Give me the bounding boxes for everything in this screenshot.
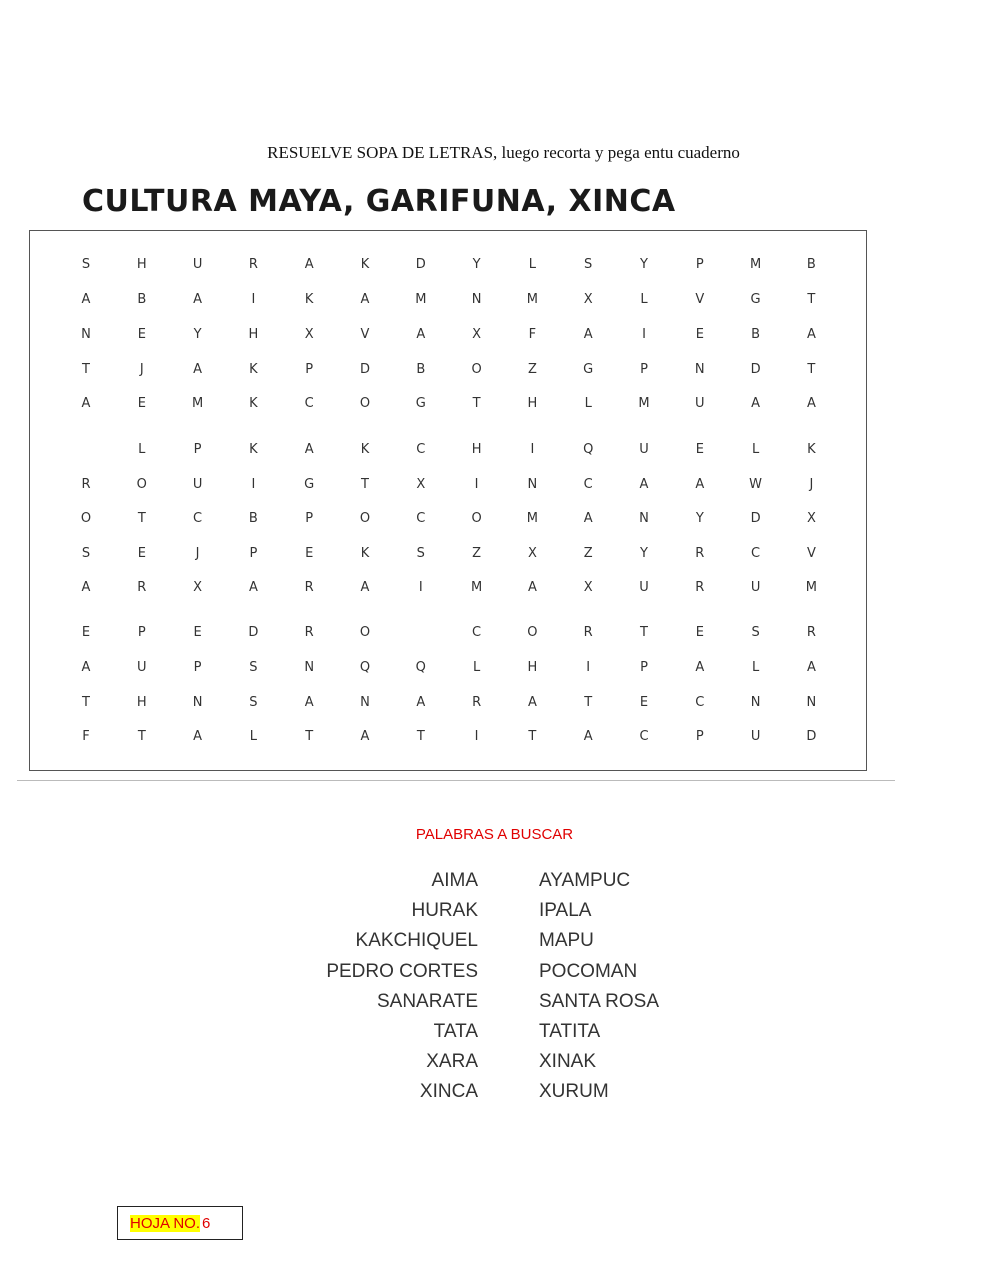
grid-cell: C [583, 477, 593, 492]
grid-cell: L [138, 442, 146, 457]
grid-cell: A [193, 729, 203, 744]
grid-cell: I [474, 477, 479, 492]
grid-cell: T [305, 729, 314, 744]
grid-cell: F [528, 327, 537, 342]
grid-cell: L [249, 729, 258, 744]
grid-cell: M [191, 396, 204, 411]
sheet-number-box [117, 1206, 243, 1240]
grid-cell: T [82, 362, 90, 377]
grid-cell: M [526, 511, 538, 526]
grid-cell: K [360, 257, 370, 272]
grid-cell: C [639, 729, 649, 744]
search-word: TATITA [539, 1021, 601, 1043]
grid-cell: K [249, 442, 258, 457]
grid-cell: O [359, 511, 371, 526]
grid-cell: T [137, 511, 146, 526]
grid-cell: L [528, 257, 537, 272]
grid-cell: V [695, 292, 705, 307]
grid-cell: C [304, 396, 314, 411]
grid-cell: U [695, 396, 705, 411]
grid-cell: G [750, 292, 761, 307]
grid-cell: D [359, 362, 370, 377]
grid-cell: G [304, 477, 315, 492]
grid-cell: T [361, 477, 369, 492]
grid-cell: L [751, 660, 760, 675]
grid-cell: H [136, 257, 147, 272]
grid-cell: A [360, 292, 370, 307]
grid-cell: Q [415, 660, 426, 675]
grid-cell: A [304, 695, 314, 710]
grid-cell: A [304, 257, 314, 272]
grid-cell: H [527, 660, 538, 675]
search-word: HURAK [411, 900, 478, 922]
grid-cell: A [527, 580, 537, 595]
grid-cell: A [695, 660, 705, 675]
grid-cell: D [750, 362, 761, 377]
grid-cell: B [751, 327, 761, 342]
grid-cell: Y [193, 327, 202, 342]
grid-cell: M [749, 257, 762, 272]
grid-cell: M [638, 396, 650, 411]
grid-cell: Q [583, 442, 594, 457]
grid-cell: N [81, 327, 91, 342]
grid-cell: B [137, 292, 147, 307]
grid-cell: A [193, 292, 203, 307]
grid-cell: R [137, 580, 147, 595]
grid-cell: S [81, 546, 91, 561]
grid-cell: Q [359, 660, 371, 675]
grid-cell: N [694, 362, 705, 377]
grid-cell: H [136, 695, 147, 710]
search-word: SANTA ROSA [539, 990, 660, 1012]
grid-cell: E [81, 625, 91, 640]
grid-cell: R [806, 625, 816, 640]
grid-cell: U [639, 442, 649, 457]
grid-cell: L [640, 292, 648, 307]
grid-cell: A [527, 695, 537, 710]
grid-cell: O [136, 477, 147, 492]
search-word: POCOMAN [539, 960, 638, 982]
grid-cell: U [750, 580, 761, 595]
search-word: MAPU [539, 930, 594, 952]
grid-cell: L [584, 396, 592, 411]
grid-cell: E [137, 546, 146, 561]
grid-cell: J [809, 477, 814, 492]
grid-cell: R [583, 625, 593, 640]
grid-cell: A [81, 292, 91, 307]
grid-cell: P [695, 257, 704, 272]
grid-cell: K [249, 396, 258, 411]
grid-cell: H [527, 396, 538, 411]
grid-cell: S [249, 660, 258, 675]
grid-cell: O [471, 511, 482, 526]
grid-cell: P [640, 660, 648, 675]
grid-cell: P [305, 362, 314, 377]
grid-cell: G [415, 396, 426, 411]
letter-grid [30, 231, 866, 770]
grid-cell: N [527, 477, 538, 492]
grid-cell: M [805, 580, 817, 595]
grid-cell: A [806, 660, 816, 675]
grid-cell: A [806, 327, 816, 342]
grid-cell: Z [583, 546, 593, 561]
grid-cell: T [416, 729, 425, 744]
grid-cell: N [806, 695, 817, 710]
grid-cell: U [137, 660, 147, 675]
search-word: XINAK [539, 1051, 597, 1073]
grid-cell: M [415, 292, 427, 307]
word-search-grid [29, 230, 867, 771]
search-word: AYAMPUC [539, 870, 631, 891]
grid-cell: C [695, 695, 705, 710]
grid-cell: C [416, 511, 426, 526]
grid-cell: T [584, 695, 593, 710]
puzzle-title: CULTURA MAYA, GARIFUNA, XINCA [82, 184, 676, 219]
grid-cell: P [695, 729, 704, 744]
grid-cell: E [305, 546, 314, 561]
search-word: IPALA [539, 900, 592, 922]
grid-cell: Y [472, 257, 481, 272]
grid-cell: A [360, 729, 370, 744]
grid-cell: O [80, 511, 92, 526]
grid-cell: R [304, 625, 314, 640]
grid-cell: E [695, 442, 704, 457]
grid-cell: A [806, 396, 816, 411]
search-word: TATA [433, 1021, 478, 1043]
grid-cell: S [81, 257, 91, 272]
grid-cell: U [750, 729, 761, 744]
grid-cell: D [248, 625, 259, 640]
grid-cell: A [416, 327, 426, 342]
grid-cell: C [193, 511, 203, 526]
search-word: AIMA [431, 870, 478, 891]
grid-cell: S [584, 257, 593, 272]
grid-cell: A [583, 511, 593, 526]
grid-cell: O [527, 625, 538, 640]
search-word: PEDRO CORTES [326, 960, 478, 982]
grid-cell: B [248, 511, 258, 526]
grid-cell: A [639, 477, 649, 492]
grid-cell: H [471, 442, 482, 457]
grid-cell: I [530, 442, 535, 457]
grid-cell: R [695, 580, 705, 595]
grid-cell: L [472, 660, 481, 675]
grid-cell: O [359, 396, 371, 411]
grid-cell: X [304, 327, 314, 342]
grid-cell: N [304, 660, 315, 675]
sheet-number: 6 [202, 1214, 211, 1232]
grid-cell: R [81, 477, 91, 492]
grid-cell: H [248, 327, 259, 342]
grid-cell: K [807, 442, 816, 457]
grid-cell: Y [640, 257, 648, 272]
grid-cell: X [527, 546, 537, 561]
grid-cell: A [695, 477, 705, 492]
grid-cell: I [586, 660, 591, 675]
grid-cell: A [248, 580, 258, 595]
grid-cell: X [583, 292, 593, 307]
grid-cell: P [640, 362, 648, 377]
sheet-label: HOJA NO. [130, 1214, 201, 1232]
grid-cell: S [249, 695, 258, 710]
grid-cell: R [472, 695, 482, 710]
grid-cell: X [806, 511, 816, 526]
grid-cell: P [249, 546, 258, 561]
grid-cell: Y [640, 546, 648, 561]
grid-cell: S [751, 625, 760, 640]
grid-cell: D [806, 729, 817, 744]
grid-cell: E [193, 625, 202, 640]
search-word: XINCA [419, 1081, 478, 1103]
grid-cell: O [471, 362, 482, 377]
grid-cell: T [82, 695, 90, 710]
grid-cell: A [81, 580, 91, 595]
grid-cell: E [639, 695, 649, 710]
grid-cell: A [81, 396, 91, 411]
divider [17, 780, 895, 781]
grid-cell: N [471, 292, 482, 307]
grid-cell: C [416, 442, 426, 457]
grid-cell: N [360, 695, 370, 710]
grid-cell: I [418, 580, 423, 595]
grid-cell: K [360, 546, 370, 561]
grid-cell: K [360, 442, 370, 457]
grid-cell: T [807, 362, 816, 377]
grid-cell: E [137, 327, 146, 342]
grid-cell: D [415, 257, 426, 272]
grid-cell: A [583, 729, 593, 744]
grid-cell: T [640, 625, 648, 640]
grid-cell: V [360, 327, 370, 342]
grid-cell: A [193, 362, 203, 377]
grid-cell: J [139, 362, 144, 377]
word-list-right [539, 866, 739, 1108]
instruction-text: RESUELVE SOPA DE LETRAS, luego recorta y pega entu cuaderno [267, 143, 740, 162]
grid-cell: T [528, 729, 537, 744]
grid-cell: B [416, 362, 426, 377]
grid-cell: P [193, 660, 202, 675]
grid-cell: F [82, 729, 90, 744]
grid-cell: C [472, 625, 482, 640]
grid-cell: M [526, 292, 538, 307]
grid-cell: A [416, 695, 426, 710]
grid-cell: X [583, 580, 593, 595]
grid-cell: N [750, 695, 761, 710]
grid-cell: Z [472, 546, 482, 561]
grid-cell: U [192, 477, 203, 492]
search-word: XURUM [539, 1081, 609, 1103]
grid-cell: P [137, 625, 146, 640]
grid-cell: A [360, 580, 370, 595]
grid-cell: I [642, 327, 646, 342]
word-list-left [280, 866, 478, 1108]
grid-cell: O [359, 625, 371, 640]
grid-cell: P [193, 442, 202, 457]
grid-cell: A [81, 660, 91, 675]
grid-cell: E [137, 396, 146, 411]
grid-cell: I [251, 477, 256, 492]
grid-cell: T [137, 729, 146, 744]
grid-cell: S [416, 546, 425, 561]
grid-cell: Z [527, 362, 537, 377]
search-word: KAKCHIQUEL [355, 930, 478, 952]
grid-cell: C [751, 546, 761, 561]
grid-cell: I [251, 292, 256, 307]
grid-cell: J [195, 546, 200, 561]
grid-cell: R [248, 257, 258, 272]
search-word: SANARATE [376, 990, 478, 1012]
grid-cell: L [751, 442, 760, 457]
grid-cell: X [193, 580, 203, 595]
grid-cell: D [750, 511, 761, 526]
grid-cell: E [695, 327, 704, 342]
grid-cell: I [474, 729, 479, 744]
grid-cell: K [249, 362, 258, 377]
grid-cell: E [695, 625, 704, 640]
grid-cell: V [806, 546, 816, 561]
grid-cell: A [583, 327, 593, 342]
grid-cell: A [751, 396, 761, 411]
grid-cell: R [695, 546, 705, 561]
grid-cell: A [304, 442, 314, 457]
grid-cell: U [639, 580, 649, 595]
grid-cell: P [305, 511, 314, 526]
grid-cell: Y [695, 511, 704, 526]
grid-cell: T [807, 292, 816, 307]
grid-cell: U [192, 257, 203, 272]
grid-cell: G [583, 362, 594, 377]
grid-cell: W [749, 477, 763, 492]
grid-cell: B [806, 257, 816, 272]
grid-cell: M [470, 580, 483, 595]
grid-cell: K [304, 292, 314, 307]
grid-cell: N [192, 695, 203, 710]
grid-cell: X [472, 327, 482, 342]
grid-cell: R [304, 580, 314, 595]
grid-cell: T [472, 396, 481, 411]
words-heading: PALABRAS A BUSCAR [415, 826, 574, 843]
search-word: XARA [426, 1051, 478, 1073]
grid-cell: X [416, 477, 426, 492]
grid-cell: N [639, 511, 649, 526]
